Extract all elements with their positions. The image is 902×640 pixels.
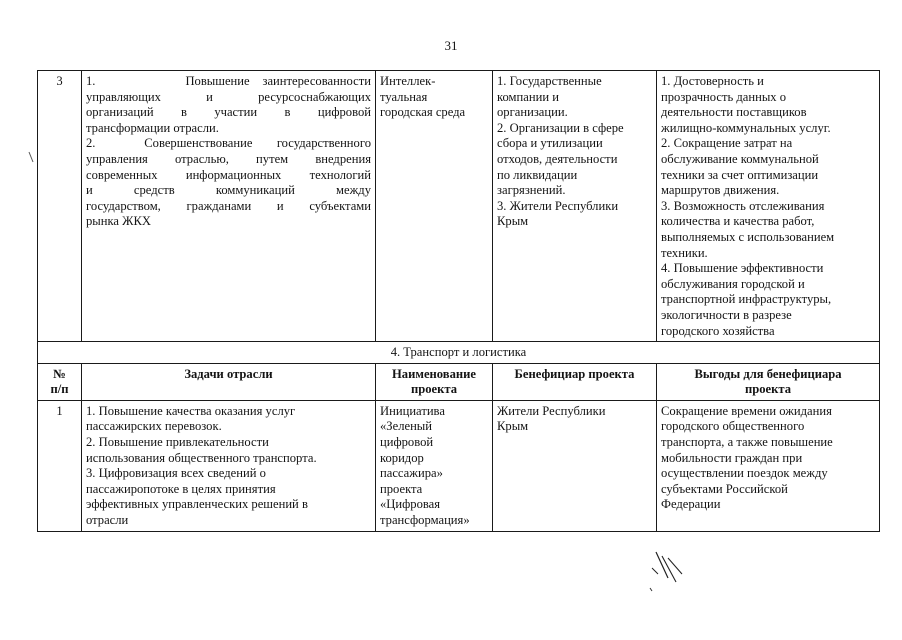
- text-line: 1. Государственные: [497, 74, 602, 88]
- text-line: «Цифровая: [380, 497, 441, 512]
- header-num-line: №: [53, 366, 66, 381]
- header-row: [38, 363, 880, 400]
- text-line: коридор: [380, 450, 424, 465]
- header-project: [376, 363, 493, 400]
- text-line: 1. Повышение заинтересованности: [86, 74, 371, 88]
- program-table: [37, 70, 880, 532]
- text-line: 1. Повышение качества оказания услуг: [86, 403, 296, 418]
- text-line: пассажиропотоке в целях принятия: [86, 481, 276, 496]
- text-line: пассажира»: [380, 466, 443, 481]
- header-benefits-line: проекта: [744, 382, 792, 397]
- text-line: Сокращение времени ожидания: [661, 403, 832, 418]
- tasks-cell: [82, 400, 376, 531]
- row-number: 3: [38, 71, 82, 342]
- text-line: Интеллек-: [380, 74, 436, 88]
- text-line: пассажирских перевозок.: [86, 419, 222, 434]
- text-line: техники за счет оптимизации: [661, 167, 819, 182]
- text-line: трансформации отрасли.: [86, 120, 219, 135]
- text-line: проекта: [380, 481, 423, 496]
- text-line: Жители Республики: [497, 403, 606, 418]
- text-line: 2. Повышение привлекательности: [86, 435, 269, 450]
- section-title: 4. Транспорт и логистика: [38, 342, 880, 364]
- text-line: экологичности в разрезе: [661, 307, 792, 322]
- tasks-cell: [82, 71, 376, 342]
- text-line: 3. Жители Республики: [497, 198, 619, 213]
- text-line: Федерации: [661, 497, 721, 512]
- project-cell: [376, 400, 493, 531]
- text-line: Крым: [497, 419, 529, 434]
- text-line: цифровой: [380, 435, 434, 450]
- text-line: Инициатива: [380, 403, 445, 418]
- header-project-line: проекта: [410, 382, 458, 397]
- text-line: 2. Совершенствование государственного: [86, 136, 371, 151]
- text-line: обслуживания городской и: [661, 276, 805, 291]
- text-line: эффективных управленческих решений в: [86, 497, 308, 512]
- text-line: организаций в участии в цифровой: [86, 105, 371, 120]
- text-line: городского общественного: [661, 419, 805, 434]
- project-cell: [376, 71, 493, 342]
- benefits-cell: [657, 71, 880, 342]
- text-line: по ликвидации: [497, 167, 578, 182]
- header-num-line: п/п: [50, 382, 69, 397]
- section-row: [38, 342, 880, 364]
- text-line: «Зеленый: [380, 419, 433, 434]
- header-benefits-line: Выгоды для бенефициара: [694, 366, 842, 381]
- page-number: 31: [444, 38, 458, 53]
- text-line: обслуживание коммунальной: [661, 151, 819, 166]
- text-line: выполняемых с использованием: [661, 229, 835, 244]
- text-line: 3. Возможность отслеживания: [661, 198, 825, 213]
- text-line: туальная: [380, 89, 428, 104]
- text-line: и средств коммуникаций между: [86, 183, 371, 198]
- text-line: 4. Повышение эффективности: [661, 261, 824, 276]
- text-line: управляющих и ресурсоснабжающих: [86, 89, 371, 104]
- text-line: количества и качества работ,: [661, 214, 815, 229]
- header-num: [38, 363, 82, 400]
- row-number: 1: [38, 400, 82, 531]
- header-project-line: Наименование: [392, 366, 476, 381]
- text-line: Крым: [497, 214, 529, 229]
- text-line: техники.: [661, 245, 708, 260]
- table-row: [38, 400, 880, 531]
- text-line: отходов, деятельности: [497, 151, 618, 166]
- text-line: 1. Достоверность и: [661, 74, 764, 88]
- header-tasks: Задачи отрасли: [82, 363, 376, 400]
- header-beneficiary: Бенефициар проекта: [493, 363, 657, 400]
- text-line: отрасли: [86, 513, 129, 528]
- text-line: сбора и утилизации: [497, 136, 603, 151]
- text-line: организации.: [497, 105, 568, 120]
- text-line: маршрутов движения.: [661, 183, 780, 198]
- beneficiary-cell: [493, 400, 657, 531]
- text-line: субъектами Российской: [661, 481, 788, 496]
- benefits-cell: [657, 400, 880, 531]
- text-line: осуществлении поездок между: [661, 466, 828, 481]
- text-line: 3. Цифровизация всех сведений о: [86, 466, 266, 481]
- table-row: [38, 71, 880, 342]
- text-line: городского хозяйства: [661, 323, 775, 338]
- handwritten-scribble: [646, 548, 686, 596]
- text-line: современных информационных технологий: [86, 167, 371, 182]
- text-line: компании и: [497, 89, 559, 104]
- text-line: 2. Сокращение затрат на: [661, 136, 793, 151]
- text-line: мобильности граждан при: [661, 450, 803, 465]
- text-line: деятельности поставщиков: [661, 105, 807, 120]
- beneficiary-cell: [493, 71, 657, 342]
- text-line: 2. Организации в сфере: [497, 120, 624, 135]
- text-line: государством, гражданами и субъектами: [86, 198, 371, 213]
- text-line: прозрачность данных о: [661, 89, 787, 104]
- margin-tick-mark: [28, 150, 36, 164]
- text-line: жилищно-коммунальных услуг.: [661, 120, 831, 135]
- text-line: рынка ЖКХ: [86, 214, 151, 229]
- text-line: транспортной инфраструктуры,: [661, 292, 832, 307]
- text-line: городская среда: [380, 105, 466, 120]
- header-benefits: [657, 363, 880, 400]
- text-line: трансформация»: [380, 513, 470, 528]
- text-line: транспорта, а также повышение: [661, 435, 833, 450]
- text-line: загрязнений.: [497, 183, 566, 198]
- text-line: управления отраслью, путем внедрения: [86, 151, 371, 166]
- text-line: использования общественного транспорта.: [86, 450, 317, 465]
